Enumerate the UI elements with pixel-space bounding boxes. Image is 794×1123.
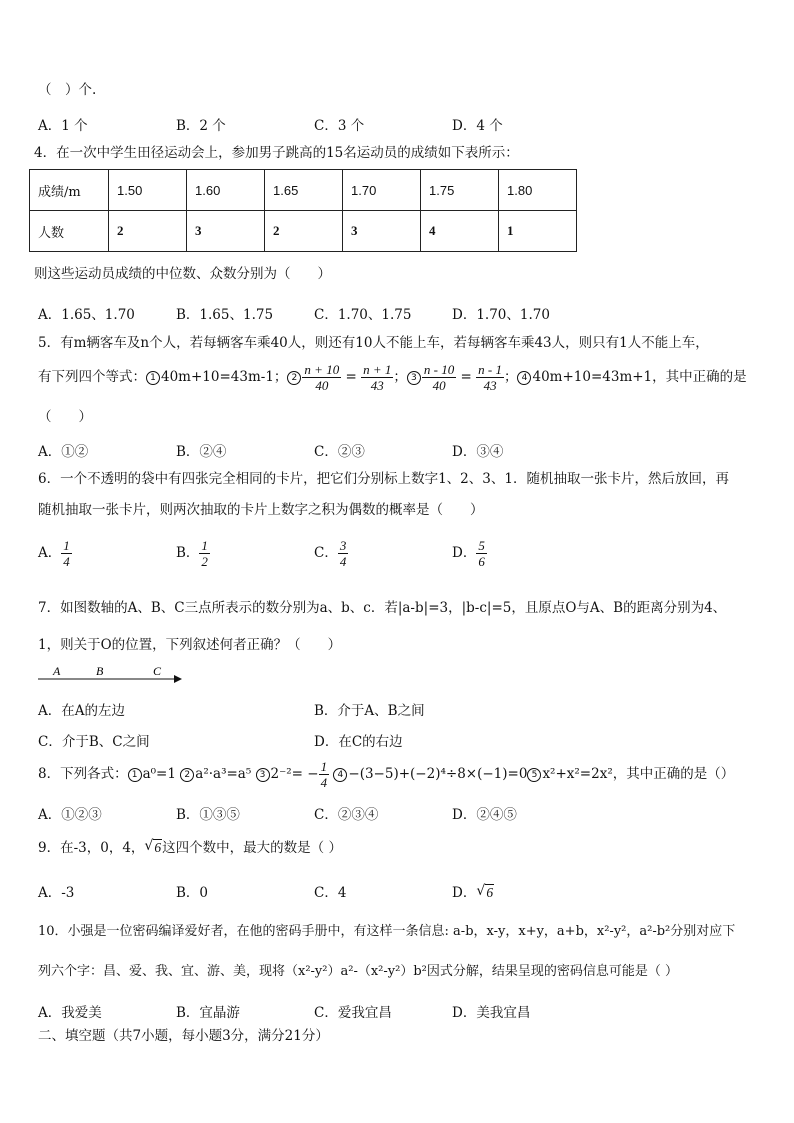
table-cell: 3 xyxy=(343,211,421,252)
table-cell: 1.65 xyxy=(265,170,343,211)
q6-option-d[interactable] xyxy=(452,538,487,569)
sqrt-symbol xyxy=(144,840,162,856)
q8-stem xyxy=(38,757,734,791)
denominator: 43 xyxy=(370,378,384,393)
circled-4-icon: 4 xyxy=(333,768,347,782)
q5-options xyxy=(38,440,758,458)
q7-line1: 7．如图数轴的A、B、C三点所表示的数分别为a、b、c．若|a-b|=3，|b-c|=5，且原点O与A、B的距离分别为4、 xyxy=(38,600,727,616)
q5-fraction xyxy=(361,362,393,393)
q8-expr-3: 2⁻²= − xyxy=(270,766,319,782)
option-label: D． xyxy=(452,545,477,561)
q7-option-b[interactable]: B．介于A、B之间 xyxy=(314,703,425,719)
table-cell: 1.75 xyxy=(421,170,499,211)
sqrt-symbol xyxy=(476,885,494,901)
q3-option-d[interactable]: D．4 个 xyxy=(452,118,503,134)
table-cell: 2 xyxy=(109,211,187,252)
q7-options-row2 xyxy=(38,730,758,748)
q8-options xyxy=(38,803,758,821)
q5-fraction xyxy=(422,362,456,393)
q8-option-a[interactable]: A．①②③ xyxy=(38,807,102,823)
q10-option-c[interactable]: C．爱我宜昌 xyxy=(314,1005,392,1021)
q3-option-c[interactable]: C．3 个 xyxy=(314,118,365,134)
radicand: 6 xyxy=(486,885,494,900)
q3-option-a[interactable]: A．1 个 xyxy=(38,118,88,134)
q9-option-b[interactable]: B．0 xyxy=(176,885,209,901)
q7-options-row1 xyxy=(38,699,758,717)
denominator: 40 xyxy=(315,378,329,393)
table-cell: 1 xyxy=(499,211,577,252)
denominator: 6 xyxy=(478,554,485,569)
numerator: n + 10 xyxy=(304,362,340,377)
number-line-figure xyxy=(38,664,183,686)
axis-label-c: C xyxy=(153,664,162,678)
q9-options xyxy=(38,881,758,899)
circled-1-icon: 1 xyxy=(128,768,142,782)
table-cell: 2 xyxy=(265,211,343,252)
option-fraction xyxy=(199,538,210,569)
q10-options xyxy=(38,1001,758,1019)
q4-option-c[interactable]: C．1.70、1.75 xyxy=(314,307,412,323)
numerator: 1 xyxy=(320,759,328,774)
circled-3-icon: 3 xyxy=(256,768,270,782)
q4-score-table xyxy=(29,169,577,252)
table-header-score: 成绩/m xyxy=(30,170,109,211)
table-cell: 4 xyxy=(421,211,499,252)
q5-option-b[interactable]: B．②④ xyxy=(176,444,227,460)
option-label: A． xyxy=(38,545,62,561)
q9-option-a[interactable]: A．-3 xyxy=(38,885,75,901)
table-cell: 1.80 xyxy=(499,170,577,211)
option-fraction xyxy=(476,538,487,569)
q7-line2: 1，则关于O的位置，下列叙述何者正确？（ ） xyxy=(38,637,342,653)
numerator: 3 xyxy=(339,538,347,553)
option-label: C． xyxy=(314,545,338,561)
option-fraction xyxy=(61,538,72,569)
q5-line1: 5．有m辆客车及n个人，若每辆客车乘40人，则还有10人不能上车，若每辆客车乘43人，则只有1人不能上车， xyxy=(38,335,709,351)
q4-option-b[interactable]: B．1.65、1.75 xyxy=(176,307,274,323)
q8-expr-4: −(3−5)+(−2)⁴÷8×(−1)=0 xyxy=(348,766,528,782)
circled-5-icon: 5 xyxy=(527,768,541,782)
q4-option-d[interactable]: D．1.70、1.70 xyxy=(452,307,550,323)
circled-2-icon: 2 xyxy=(287,371,301,385)
q9-prefix: 9．在-3，0，4， xyxy=(38,840,145,856)
q6-option-b[interactable] xyxy=(176,538,210,569)
q4-stem: 4．在一次中学生田径运动会上，参加男子跳高的15名运动员的成绩如下表所示： xyxy=(34,145,519,161)
denominator: 4 xyxy=(63,554,70,569)
q9-option-d[interactable] xyxy=(452,881,494,901)
numerator: 5 xyxy=(478,538,485,553)
q4-option-a[interactable]: A．1.65、1.70 xyxy=(38,307,135,323)
q10-option-a[interactable]: A．我爱美 xyxy=(38,1005,102,1021)
section-2-heading: 二、填空题（共7小题，每小题3分，满分21分） xyxy=(38,1028,329,1044)
q8-option-c[interactable]: C．②③④ xyxy=(314,807,379,823)
radicand: 6 xyxy=(154,840,162,855)
q8-fraction xyxy=(319,759,330,790)
q10-line2: 列六个字：昌、爱、我、宜、游、美，现将（x²-y²）a²-（x²-y²）b²因式分解，结果呈现的密码信息可能是（ ） xyxy=(38,964,679,979)
q7-option-a[interactable]: A．在A的左边 xyxy=(38,703,125,719)
option-label: D． xyxy=(452,885,477,901)
q3-tail: （ ）个. xyxy=(38,82,97,98)
circled-1-icon: 1 xyxy=(146,371,160,385)
table-header-count: 人数 xyxy=(30,211,109,252)
numerator: 1 xyxy=(201,538,208,553)
numerator: n - 1 xyxy=(478,362,502,377)
q8-prefix: 8．下列各式： xyxy=(38,766,128,782)
numerator: 1 xyxy=(63,538,70,553)
circled-3-icon: 3 xyxy=(407,371,421,385)
q10-line1: 10．小强是一位密码编译爱好者，在他的密码手册中，有这样一条信息: a-b，x-y，x+y，a+b，x²-y²，a²-b²分别对应下 xyxy=(38,924,736,939)
q6-line2: 随机抽取一张卡片，则两次抽取的卡片上数字之积为偶数的概率是（ ） xyxy=(38,502,484,518)
q6-options xyxy=(38,538,758,574)
q5-line2-prefix: 有下列四个等式： xyxy=(38,369,146,385)
option-fraction xyxy=(338,538,349,569)
q6-line1: 6．一个不透明的袋中有四张完全相同的卡片，把它们分别标上数字1、2、3、1．随机抽取一张卡片，然后放回，再 xyxy=(38,471,729,487)
numerator: n + 1 xyxy=(363,362,392,377)
q5-fraction xyxy=(476,362,504,393)
q10-option-b[interactable]: B．宜晶游 xyxy=(176,1005,240,1021)
q5-equation-4: 40m+10=43m+1，其中正确的是 xyxy=(532,369,747,385)
denominator: 2 xyxy=(201,554,208,569)
circled-2-icon: 2 xyxy=(180,768,194,782)
q8-expr-1: a⁰=1 xyxy=(142,766,176,782)
table-cell: 1.70 xyxy=(343,170,421,211)
q6-option-c[interactable] xyxy=(314,538,348,569)
q5-option-a[interactable]: A．①② xyxy=(38,444,89,460)
option-label: B． xyxy=(176,545,200,561)
q3-options xyxy=(38,114,758,132)
circled-4-icon: 4 xyxy=(517,371,531,385)
q7-option-c[interactable]: C．介于B、C之间 xyxy=(38,734,150,750)
q9-suffix: 这四个数中，最大的数是（ ） xyxy=(162,840,342,856)
denominator: 43 xyxy=(483,378,497,393)
q8-expr-2: a²·a³=a⁵ xyxy=(195,766,252,782)
q4-options xyxy=(38,303,758,321)
q5-option-d[interactable]: D．③④ xyxy=(452,444,504,460)
numerator: n - 10 xyxy=(423,362,455,377)
axis-label-b: B xyxy=(96,664,104,678)
q7-option-d[interactable]: D．在C的右边 xyxy=(314,734,403,750)
q8-option-b[interactable]: B．①③⑤ xyxy=(176,807,240,823)
q9-option-c[interactable]: C．4 xyxy=(314,885,347,901)
table-cell: 3 xyxy=(187,211,265,252)
q5-option-c[interactable]: C．②③ xyxy=(314,444,365,460)
q6-option-a[interactable] xyxy=(38,538,72,569)
q3-option-b[interactable]: B．2 个 xyxy=(176,118,226,134)
denominator: 40 xyxy=(432,378,446,393)
q8-expr-5: x²+x²=2x²，其中正确的是（） xyxy=(542,766,735,782)
q10-option-d[interactable]: D．美我宜昌 xyxy=(452,1005,531,1021)
q5-fraction xyxy=(302,362,341,393)
axis-arrow-icon xyxy=(174,675,182,683)
q5-line3: （ ） xyxy=(38,409,92,425)
table-cell: 1.60 xyxy=(187,170,265,211)
denominator: 4 xyxy=(320,775,328,790)
table-cell: 1.50 xyxy=(109,170,187,211)
q5-equation-1: 40m+10=43m-1； xyxy=(161,369,288,385)
q5-line2: 有下列四个等式： 1 40m+10=43m-1； 2 $\frac{n + 10}{40}$ = $\frac{n + 1}{43}$ ； 3 $\frac{n - 10}{40}$ = $\frac{n - 1}{43}$ ； 4 40m+10=43m+1，其中正确的是 xyxy=(38,362,747,393)
denominator: 4 xyxy=(339,554,347,569)
axis-label-a: A xyxy=(53,664,61,678)
q8-option-d[interactable]: D．②④⑤ xyxy=(452,807,517,823)
q4-question: 则这些运动员成绩的中位数、众数分别为（ ） xyxy=(34,266,331,282)
q9-stem xyxy=(38,840,342,856)
